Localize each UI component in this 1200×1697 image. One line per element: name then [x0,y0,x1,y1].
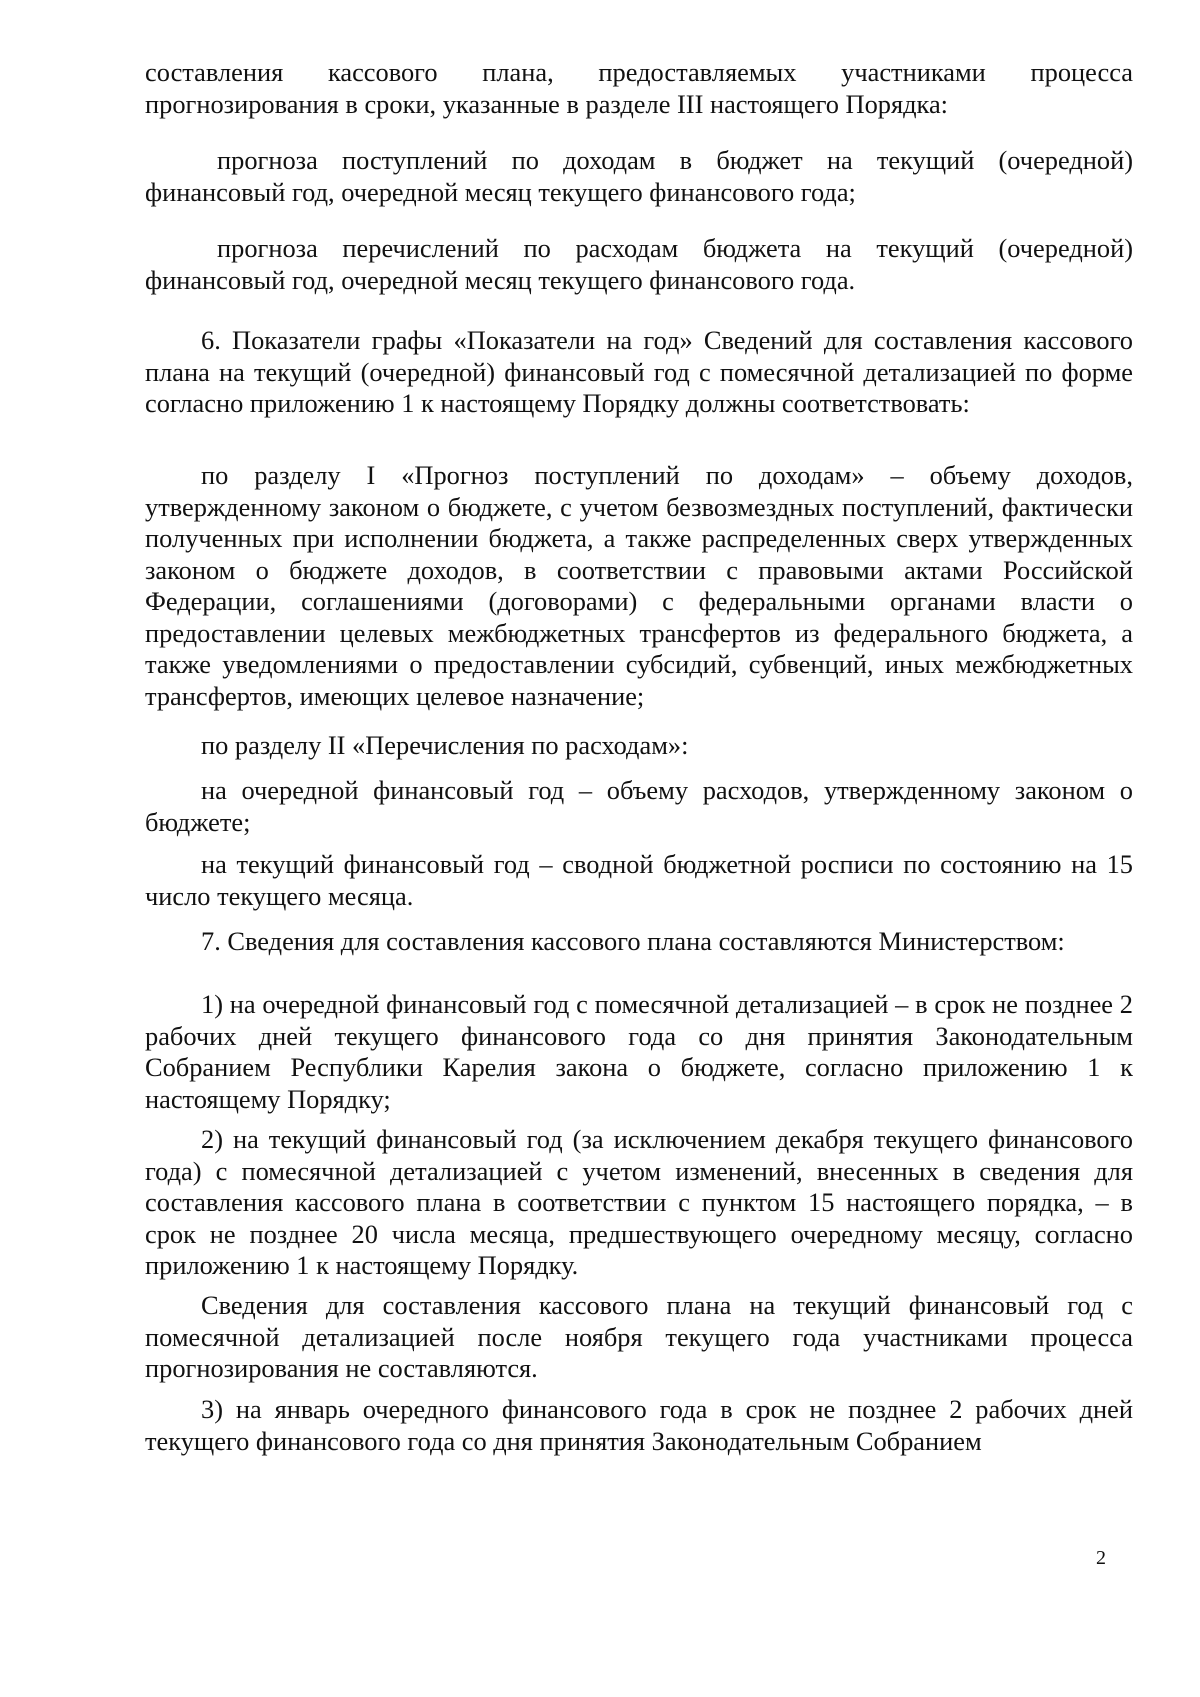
paragraph-text: 1) на очередной финансовый год с помесячной детализацией – в срок не позднее 2 рабочих дней текущего финансового года со дня принятия Законодательным Собранием Республики Карелия закона о бюджете, согласно приложению 1 к настоящему Порядку; [145,989,1133,1114]
paragraph-text: прогноза перечислений по расходам бюджета на текущий (очередной) финансовый год, очередной месяц текущего финансового года. [145,233,1133,295]
paragraph-text: 6. Показатели графы «Показатели на год» Сведений для составления кассового плана на текущий (очередной) финансовый год с помесячной детализацией по форме согласно приложению 1 к настоящему Порядку должны соответствовать: [145,325,1133,418]
paragraph-text: Сведения для составления кассового плана на текущий финансовый год с помесячной детализацией после ноября текущего года участниками процесса прогнозирования не составляются. [145,1290,1133,1383]
paragraph-text: по разделу II «Перечисления по расходам»: [201,730,689,760]
paragraph-text: составления кассового плана, предоставляемых участниками процесса прогнозирования в сроки, указанные в разделе III настоящего Порядка: [145,57,1133,119]
paragraph-subitem-3 [145,1394,1133,1457]
paragraph-subitem-1 [145,989,1133,1115]
paragraph-subitem-2 [145,1124,1133,1282]
paragraph-text: на текущий финансовый год – сводной бюджетной росписи по состоянию на 15 число текущего месяца. [145,849,1133,911]
paragraph-after-november [145,1290,1133,1385]
paragraph-text: 7. Сведения для составления кассового плана составляются Министерством: [201,926,1065,956]
paragraph-text: прогноза поступлений по доходам в бюджет на текущий (очередной) финансовый год, очередной месяц текущего финансового года; [145,145,1133,207]
paragraph-text: по разделу I «Прогноз поступлений по доходам» – объему доходов, утвержденному законом о бюджете, с учетом безвозмездных поступлений, фактически полученных при исполнении бюджета, а также распределенных сверх утвержденных законом о бюджете доходов, в соответствии с правовыми актами Российской Федерации, соглашениями (договорами) с федеральными органами власти о предоставлении целевых межбюджетных трансфертов из федерального бюджета, а также уведомлениями о предоставлении субсидий, субвенций, иных межбюджетных трансфертов, имеющих целевое назначение; [145,460,1133,711]
paragraph-section-1 [145,460,1133,712]
page-number: 2 [1096,1547,1106,1569]
paragraph-section-2 [145,730,1133,762]
paragraph-text: на очередной финансовый год – объему расходов, утвержденному законом о бюджете; [145,775,1133,837]
paragraph-text: 3) на январь очередного финансового года в срок не позднее 2 рабочих дней текущего финансового года со дня принятия Законодательным Собранием [145,1394,1133,1456]
paragraph-current-year [145,849,1133,912]
paragraph-item-7 [145,926,1133,958]
paragraph-income-forecast [145,145,1133,208]
paragraph-expense-forecast [145,233,1133,296]
paragraph-continuation [145,57,1133,120]
paragraph-text: 2) на текущий финансовый год (за исключением декабря текущего финансового года) с помесячной детализацией с учетом изменений, внесенных в сведения для составления кассового плана в соответствии с пунктом 15 настоящего порядка, – в срок не позднее 20 числа месяца, предшествующего очередному месяцу, согласно приложению 1 к настоящему Порядку. [145,1124,1133,1280]
paragraph-item-6 [145,325,1133,420]
paragraph-next-year [145,775,1133,838]
